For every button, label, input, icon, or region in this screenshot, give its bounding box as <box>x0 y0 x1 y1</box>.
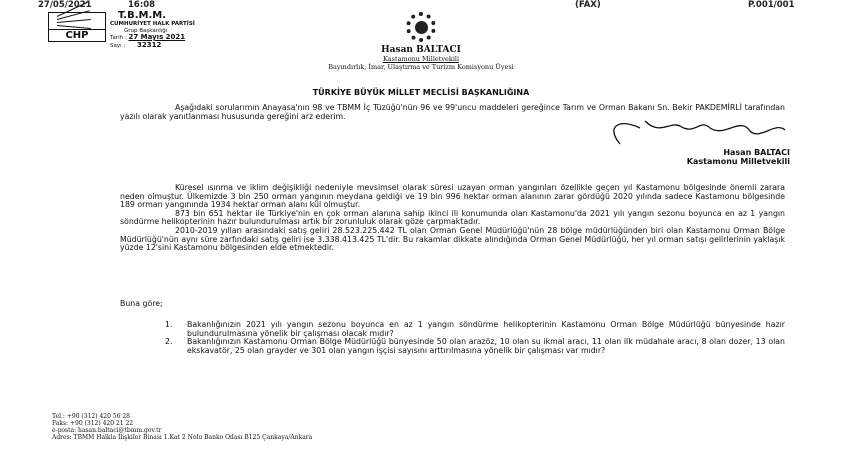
stamp-party: CUMHURİYET HALK PARTİSİ <box>110 21 195 27</box>
fax-page: P.001/001 <box>748 0 795 10</box>
question-list <box>165 321 785 355</box>
body-paragraph: 873 bin 651 hektar ile Türkiye'nin en çok orman alanına sahip ikinci ili konumunda olan Kastamonu'da 2021 yılı yangın sezonu boyunca en az 1 yangın söndürme helikopterinin hazır bulundurulması artık bir zorunluluk olarak göze çarpmaktadır. <box>120 208 785 227</box>
page-title: TÜRKİYE BÜYÜK MİLLET MECLİSİ BAŞKANLIĞINA <box>312 88 530 97</box>
stamp-date: 27 Mayıs 2021 <box>128 33 186 41</box>
chp-arrows-icon <box>49 13 105 30</box>
question-text: Bakanlığınızın 2021 yılı yangın sezonu boyunca en az 1 yangın söndürme helikopterinin Kastamonu Orman Bölge Müdürlüğü bünyesinde hazır bulundurulmasına yönelik bir çalışması olacak mıdır? <box>187 320 785 338</box>
signature-block <box>640 148 790 166</box>
signature-title: Kastamonu Milletvekili <box>686 157 790 166</box>
question-number: 1. <box>165 320 173 329</box>
signature-name: Hasan BALTACI <box>723 148 790 157</box>
question-number: 2. <box>165 337 173 347</box>
question-item <box>165 338 785 355</box>
contact-footer <box>52 413 312 441</box>
body-paragraph: 2010-2019 yılları arasındaki satış geliri 28.523.225.442 TL olan Orman Genel Müdürlüğü'nün 28 bölge müdürlüğünden biri olan Kastamonu Orman Bölge Müdürlüğü'nün aynı süre zarfındaki satış geliri ise 3.338.413.425 TL'dir. Bu rakamlar dikkate alındığında Orman Genel Müdürlüğü, her yıl orman satışı gelirlerinin yaklaşık yüzde 12'sini Kastamonu bölgesinden elde etmektedir. <box>120 225 785 253</box>
chp-logo-text: CHP <box>65 30 89 41</box>
fax-time: 16:08 <box>128 0 156 10</box>
fax-label: (FAX) <box>575 0 601 10</box>
stamp-no-label: Sayı : <box>110 42 126 49</box>
fax-date: 27/05/2021 <box>38 0 92 10</box>
footer-tel: Tel.: +90 (312) 420 56 28 <box>52 413 130 420</box>
stamp-org: T.B.M.M. <box>118 10 167 21</box>
question-item <box>165 321 785 338</box>
stamp-no: 32312 <box>137 40 162 49</box>
footer-fax: Faks: +90 (312) 420 21 22 <box>52 420 134 427</box>
body <box>120 184 785 253</box>
receipt-stamp <box>110 11 195 49</box>
signature-image <box>600 116 790 146</box>
footer-address: Adres: TBMM Halkla İlişkiler Binası 1.Kat 2 Nolu Banko Odası B125 Çankaya/Ankara <box>52 434 313 441</box>
footer-email: e-posta: hasan.baltaci@tbmm.gov.tr <box>52 427 162 434</box>
stamp-date-label: Tarih : <box>110 35 127 41</box>
buna-gore: Buna göre; <box>120 299 163 308</box>
question-text: Bakanlığınızın Kastamonu Orman Bölge Müdürlüğü bünyesinde 50 olan arazöz, 10 olan su ikmal aracı, 11 olan ilk müdahale aracı, 8 olan dozer, 13 olan ekskavatör, 25 olan grayder ve 301 olan yangın işçisi sayısını arttırılmasına yönelik bir çalışması var mıdır? <box>187 337 785 355</box>
letterhead-name: Hasan BALTACI <box>381 45 461 55</box>
intro-paragraph: Aşağıdaki sorularımın Anayasa'nın 98 ve TBMM İç Tüzüğü'nün 96 ve 99'uncu maddeleri gereğince Tarım ve Orman Bakanı Sn. Bekir PAKDEMİRLİ tarafından yazılı olarak yanıtlanması hususunda gereğini arz ederim. <box>120 103 785 121</box>
chp-logo <box>48 12 106 42</box>
body-paragraph: Küresel ısınma ve iklim değişikliği nedeniyle mevsimsel olarak süresi uzayan orman yangınları özellikle geçen yıl Kastamonu bölgesinde önemli zarara neden olmuştur. Ülkemizde 3 bin 250 orman yangının meydana geldiği ve 19 bin 996 hektar orman alanının zarar gördüğü 2020 yılında sadece Kastamonu bölgesinde 189 orman yangınında 1934 hektar orman alanı kül olmuştur. <box>120 183 785 210</box>
tbmm-emblem-icon <box>406 12 436 42</box>
letterhead-committee: Bayındırlık, İmar, Ulaştırma ve Turizm Komisyonu Üyesi <box>328 63 514 71</box>
stamp-dept: Grup Başkanlığı <box>124 27 168 34</box>
letterhead-title: Kastamonu Milletvekili <box>382 55 460 63</box>
